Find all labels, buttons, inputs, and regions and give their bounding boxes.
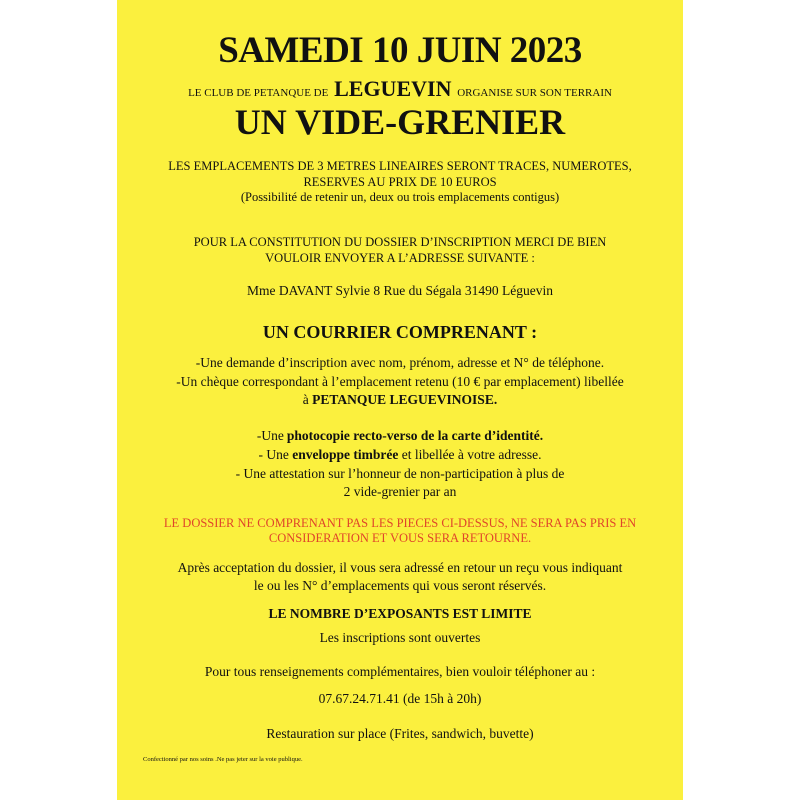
cheque-payee: PETANQUE LEGUEVINOISE. [312,392,498,407]
club-line-before: LE CLUB DE PETANQUE DE [188,87,329,99]
exhibitor-limit: LE NOMBRE D’EXPOSANTS EST LIMITE [268,606,532,621]
item-enveloppe [117,447,683,463]
postal-address: Mme DAVANT Sylvie 8 Rue du Ségala 31490 Léguevin [247,283,553,298]
catering-line: Restauration sur place (Frites, sandwich, buvette) [266,726,534,741]
event-date-title: SAMEDI 10 JUIN 2023 [218,30,582,71]
registrations-open: Les inscriptions sont ouvertes [319,630,481,645]
club-line-after: ORGANISE SUR SON TERRAIN [457,87,612,99]
acceptance-line-1: Après acceptation du dossier, il vous sera adressé en retour un reçu vous indiquant [177,560,623,575]
item-cheque-line-2 [117,392,683,408]
warning-line-1: LE DOSSIER NE COMPRENANT PAS LES PIECES CI-DESSUS, NE SERA PAS PRIS EN [163,516,637,530]
info-line: Pour tous renseignements complémentaires, bien vouloir téléphoner au : [204,664,596,679]
acceptance-line-2: le ou les N° d’emplacements qui vous seront réservés. [253,578,547,593]
enveloppe-suffix: et libellée à votre adresse. [401,447,542,462]
dossier-intro-line-2: VOULOIR ENVOYER A L’ADRESSE SUIVANTE : [265,251,535,265]
item-photocopie [117,428,683,444]
item-demande: -Une demande d’inscription avec nom, prénom, adresse et N° de téléphone. [195,355,605,370]
warning-line-2: CONSIDERATION ET VOUS SERA RETOURNE. [268,531,532,545]
placements-line-1: LES EMPLACEMENTS DE 3 METRES LINEAIRES SERONT TRACES, NUMEROTES, [168,159,632,173]
event-name: UN VIDE-GRENIER [234,102,566,142]
cheque-prefix: à [302,392,309,407]
club-line [117,76,683,102]
courrier-heading: UN COURRIER COMPRENANT : [262,322,538,342]
dossier-intro-line-1: POUR LA CONSTITUTION DU DOSSIER D’INSCRIPTION MERCI DE BIEN [193,235,607,249]
item-attestation-line-1: - Une attestation sur l’honneur de non-participation à plus de [235,466,565,481]
phone-number: 07.67.24.71.41 (de 15h à 20h) [318,691,482,706]
placements-note: (Possibilité de retenir un, deux ou trois emplacements contigus) [240,190,560,204]
item-attestation-line-2: 2 vide-grenier par an [343,484,457,499]
footer-note: Confectionné par nos soins .Ne pas jeter sur la voie publique. [143,756,303,763]
enveloppe-prefix: - Une [258,447,289,462]
placements-line-2: RESERVES AU PRIX DE 10 EUROS [303,175,497,189]
enveloppe-bold: enveloppe timbrée [292,447,399,462]
flyer-sheet [117,0,683,800]
item-cheque-line-1: -Un chèque correspondant à l’emplacement retenu (10 € par emplacement) libellée [176,374,624,389]
photocopie-bold: photocopie recto-verso de la carte d’identité. [286,428,544,443]
photocopie-prefix: -Une [256,428,284,443]
club-town: LEGUEVIN [334,76,452,101]
